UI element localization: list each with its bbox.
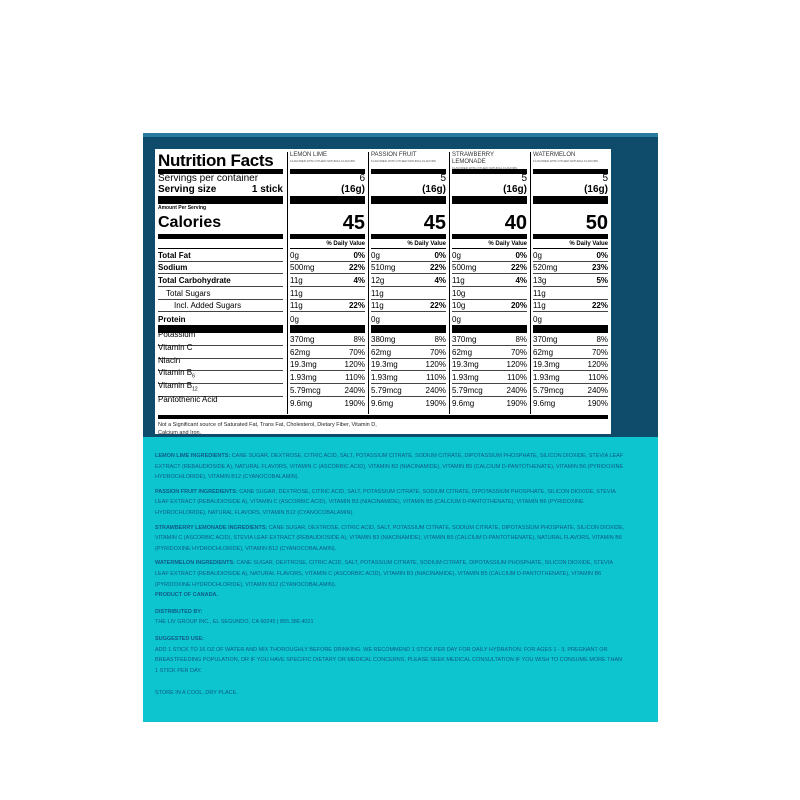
nutrient-row: 0g — [452, 315, 461, 325]
nutrient-row: 11g 22% — [533, 301, 608, 311]
micronutrient-label: Niacin — [158, 359, 283, 372]
micronutrient-row: 1.93mg 110% — [371, 372, 446, 382]
teal-panel — [143, 437, 658, 722]
servings-label: Servings per container — [158, 173, 259, 184]
serving-size-value: 1 stick — [251, 184, 283, 195]
micronutrient-row: 9.6mg 190% — [371, 399, 446, 409]
nutrient-row: 0g 0% — [533, 250, 608, 260]
flavor-name: PASSION FRUIT — [371, 152, 417, 158]
micronutrient-row: 9.6mg 190% — [452, 399, 527, 409]
package-back-panel — [143, 133, 658, 722]
serving-size: (16g) — [584, 184, 608, 195]
dark-blue-panel — [143, 133, 658, 437]
flavor-name: STRAWBERRY LEMONADE — [452, 152, 494, 165]
nutrient-row: 0g — [371, 315, 380, 325]
calories-label: Calories — [158, 214, 222, 231]
nutrient-label: Incl. Added Sugars — [158, 300, 283, 313]
flavor-name: LEMON LIME — [290, 152, 328, 158]
nutrient-label: Total Carbohydrate — [158, 274, 283, 287]
flavor-subtitle: FLAVORED WITH OTHER NATURAL FLAVORS — [290, 159, 355, 163]
nutrient-row: 520mg 23% — [533, 263, 608, 273]
nutrient-row: 11g 4% — [452, 276, 527, 286]
micronutrient-row: 5.79mcg 240% — [371, 385, 446, 395]
ingredient-paragraph: WATERMELON INGREDIENTS: CANE SUGAR, DEXTROSE, CITRIC ACID, SALT, POTASSIUM CITRATE, SODIUM CITRATE, DIPOTASSIUM PHOSPHATE, SILICON DIOXIDE, STEVIA LEAF EXTRACT (REBAUDIOSIDE A), NATURAL FLAVORS, VITAMIN C (ASCORBIC ACID), VITAMIN B3 (NIACINAMIDE), VITAMIN B5 (CALCIUM D-PANTOTHENATE), VITAMIN B6 (PYRIDOXINE HYDROCHLORIDE), VITAMIN B12 (CYANOCOBALAMIN). — [155, 560, 613, 588]
servings-value: 5 — [521, 173, 527, 184]
calories-value: 45 — [423, 212, 446, 234]
amount-per-serving: Amount Per Serving — [158, 205, 207, 211]
nutrient-row: 0g 0% — [290, 250, 365, 260]
micronutrient-row: 1.93mg 110% — [533, 372, 608, 382]
servings-value: 5 — [440, 173, 446, 184]
micronutrient-row: 62mg 70% — [371, 347, 446, 357]
micronutrient-row: 5.79mcg 240% — [533, 385, 608, 395]
nutrient-row: 13g 5% — [533, 276, 608, 286]
label-column — [158, 152, 283, 414]
calories-value: 50 — [585, 212, 608, 234]
nutrient-row: 500mg 22% — [290, 263, 365, 273]
storage-text: STORE IN A COOL, DRY PLACE. — [155, 690, 238, 697]
micronutrient-row: 370mg 8% — [452, 334, 527, 344]
micronutrient-label: Potassium — [158, 333, 283, 346]
flavor-column — [530, 152, 608, 414]
micronutrient-row: 19.3mg 120% — [452, 360, 527, 370]
nutrient-row: 10g — [452, 287, 527, 300]
micronutrient-label: Vitamin $B_6$ — [158, 371, 283, 384]
nutrient-label: Protein — [158, 315, 186, 325]
flavor-column — [368, 152, 446, 414]
nutrition-facts-title: Nutrition Facts — [158, 151, 274, 170]
serving-size: (16g) — [503, 184, 527, 195]
nutrient-row: 0g — [533, 315, 542, 325]
ingredient-paragraph: STRAWBERRY LEMONADE INGREDIENTS: CANE SUGAR, DEXTROSE, CITRIC ACID, SALT, POTASSIUM CITRATE, SODIUM CITRATE, DIPOTASSIUM PHOSPHATE, SILICON DIOXIDE, VITAMIN C (ASCORBIC ACID), STEVIA LEAF EXTRACT (REBAUDIOSIDE A), VITAMIN B3 (NIACINAMIDE), VITAMIN B5 (CALCIUM D-PANTOTHENATE), NATURAL FLAVORS, VITAMIN B6 (PYRIDOXINE HYDROCHLORIDE), VITAMIN B12 (CYANOCOBALAMIN). — [155, 524, 625, 552]
micronutrient-row: 62mg 70% — [452, 347, 527, 357]
nutrient-row: 0g 0% — [371, 250, 446, 260]
ingredient-paragraph: LEMON LIME INGREDIENTS: CANE SUGAR, DEXTROSE, CITRIC ACID, SALT, POTASSIUM CITRATE, SODIUM CITRATE, DIPOTASSIUM PHOSPHATE, SILICON DIOXIDE, STEVIA LEAF EXTRACT (REBAUDIOSIDE A), NATURAL FLAVORS, VITAMIN C (ASCORBIC ACID), VITAMIN B3 (NIACINAMIDE), VITAMIN B5 (CALCIUM D-PANTOTHENATE), VITAMIN B6 (PYRIDOXINE HYDROCHLORIDE), VITAMIN B12 (CYANOCOBALAMIN). — [155, 453, 624, 481]
flavor-subtitle: FLAVORED WITH OTHER NATURAL FLAVORS — [371, 159, 436, 163]
micronutrient-row: 19.3mg 120% — [290, 360, 365, 370]
micronutrient-row: 62mg 70% — [533, 347, 608, 357]
nutrient-row: 10g 20% — [452, 301, 527, 311]
nutrient-row: 12g 4% — [371, 276, 446, 286]
daily-value-header: % Daily Value — [290, 239, 365, 249]
ingredients-section — [155, 451, 625, 703]
nutrient-row: 11g — [371, 287, 446, 300]
flavor-column — [287, 152, 365, 414]
micronutrient-row: 1.93mg 110% — [290, 372, 365, 382]
micronutrient-row: 380mg 8% — [371, 334, 446, 344]
nutrient-row: 11g — [290, 287, 365, 300]
flavor-name: WATERMELON — [533, 152, 576, 158]
serving-size-label: Serving size — [158, 184, 217, 195]
micronutrient-label: Pantothenic Acid — [158, 394, 218, 404]
nutrient-label: Sodium — [158, 262, 283, 275]
nutrient-row: 11g — [533, 287, 608, 300]
micronutrient-label: Vitamin $B_{12}$ — [158, 384, 283, 397]
origin: PRODUCT OF CANADA. — [155, 592, 219, 599]
micronutrient-row: 62mg 70% — [290, 347, 365, 357]
daily-value-header: % Daily Value — [452, 239, 527, 249]
micronutrient-row: 5.79mcg 240% — [290, 385, 365, 395]
footnote: Not a Significant source of Saturated Fat, Trans Fat, Cholesterol, Dietary Fiber, Vitamin D, Calcium and Iron. — [158, 422, 377, 436]
micronutrient-row: 19.3mg 120% — [533, 360, 608, 370]
micronutrient-row: 5.79mcg 240% — [452, 385, 527, 395]
calories-value: 40 — [504, 212, 527, 234]
nutrient-label: Total Sugars — [158, 287, 283, 300]
micronutrient-label: Vitamin C — [158, 346, 283, 359]
distributed-heading: DISTRIBUTED BY: — [155, 608, 203, 615]
micronutrient-row: 9.6mg 190% — [533, 399, 608, 409]
nutrient-row: 11g 4% — [290, 276, 365, 286]
nutrition-facts-label — [155, 149, 611, 434]
servings-value: 5 — [602, 173, 608, 184]
daily-value-header: % Daily Value — [533, 239, 608, 249]
daily-value-header: % Daily Value — [371, 239, 446, 249]
nutrient-row: 0g — [290, 315, 299, 325]
ingredient-paragraph: PASSION FRUIT INGREDIENTS: CANE SUGAR, DEXTROSE, CITRIC ACID, SALT, POTASSIUM CITRATE, SODIUM CITRATE, DIPOTASSIUM PHOSPHATE, SILICON DIOXIDE, STEVIA LEAF EXTRACT (REBAUDIOSIDE A), VITAMIN C (ASCORBIC ACID), VITAMIN B3 (NIACINAMIDE), VITAMIN B5 (CALCIUM D-PANTOTHENATE), VITAMIN B6 (PYRIDOXINE HYDROCHLORIDE), NATURAL FLAVORS, VITAMIN B12 (CYANOCOBALAMIN). — [155, 488, 616, 516]
micronutrient-row: 370mg 8% — [290, 334, 365, 344]
micronutrient-row: 370mg 8% — [533, 334, 608, 344]
micronutrient-row: 19.3mg 120% — [371, 360, 446, 370]
nutrient-row: 510mg 22% — [371, 263, 446, 273]
servings-value: 6 — [359, 173, 365, 184]
flavor-subtitle: FLAVORED WITH OTHER NATURAL FLAVORS — [452, 166, 517, 170]
flavor-column — [449, 152, 527, 414]
nutrient-row: 11g 22% — [371, 301, 446, 311]
micronutrient-row: 9.6mg 190% — [290, 399, 365, 409]
nutrient-label: Total Fat — [158, 249, 283, 262]
serving-size: (16g) — [341, 184, 365, 195]
nutrient-row: 500mg 22% — [452, 263, 527, 273]
distributed-text: THE LIV GROUP INC., EL SEGUNDO, CA 90245 | 855.386.4021 — [155, 619, 314, 626]
suggested-use-text: ADD 1 STICK TO 16 OZ OF WATER AND MIX THOROUGHLY BEFORE DRINKING. WE RECOMMEND 1 STICK PER DAY FOR DAILY HYDRATION. FOR AGES 1 - 3, PREGNANT OR BREASTFEEDING POPULATION, OR IF YOU HAVE SPECIFIC DIETARY OR MEDICAL CONCERNS, PLEASE SEEK MEDICAL CONSULTATION IF YOU WISH TO CONSUME MORE THAN 1 STICK PER DAY. — [155, 646, 623, 674]
calories-value: 45 — [342, 212, 365, 234]
suggested-use-heading: SUGGESTED USE: — [155, 635, 205, 642]
nutrient-row: 0g 0% — [452, 250, 527, 260]
micronutrient-row: 1.93mg 110% — [452, 372, 527, 382]
nutrient-row: 11g 22% — [290, 301, 365, 311]
serving-size: (16g) — [422, 184, 446, 195]
flavor-subtitle: FLAVORED WITH OTHER NATURAL FLAVORS — [533, 159, 598, 163]
